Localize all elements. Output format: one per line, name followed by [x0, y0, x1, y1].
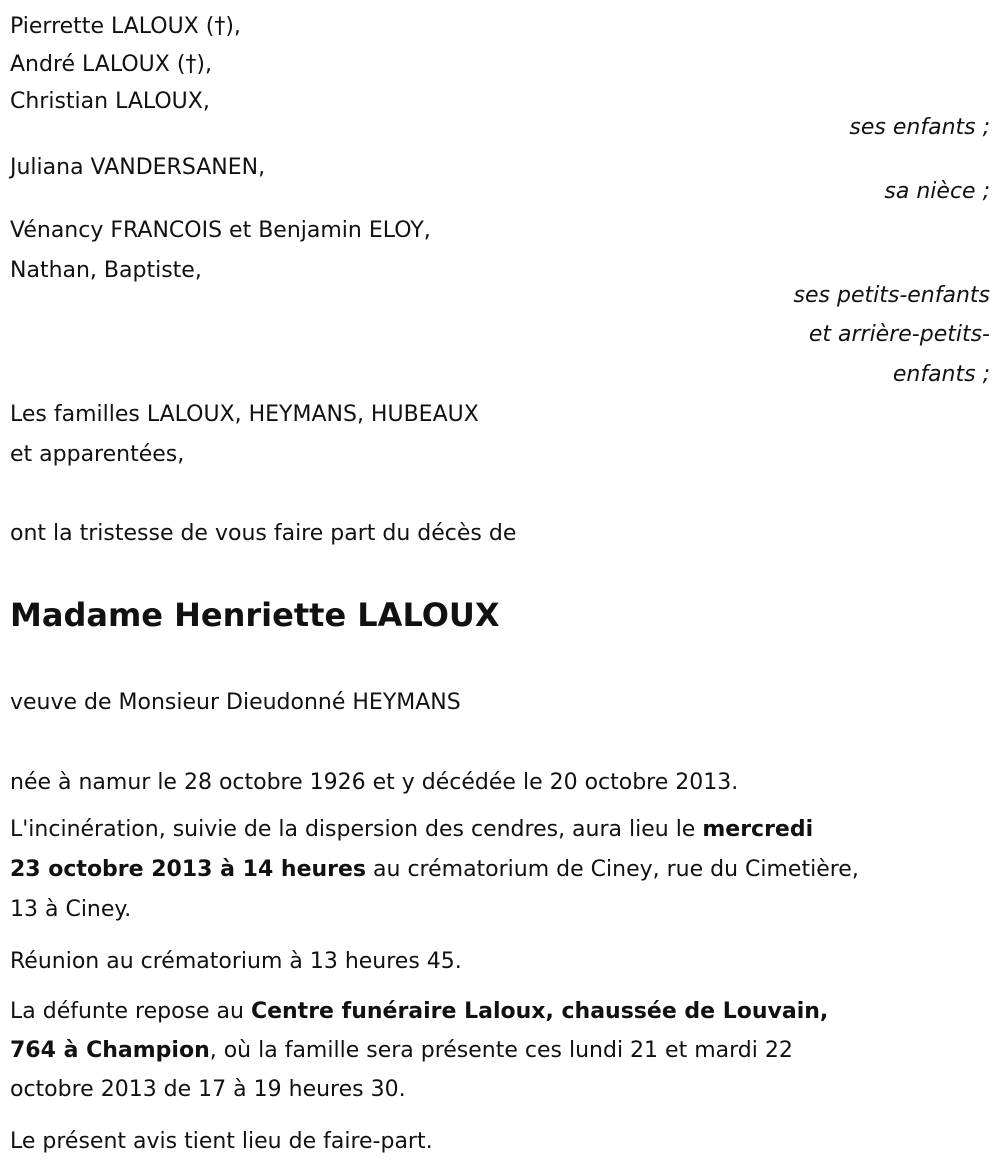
cremation-line	[10, 855, 859, 885]
bold-text: mercredi	[702, 817, 814, 842]
widow-of: veuve de Monsieur Dieudonné HEYMANS	[10, 690, 461, 715]
rest-line: octobre 2013 de 17 à 19 heures 30.	[10, 1077, 406, 1102]
niece-name: Juliana VANDERSANEN,	[10, 155, 266, 180]
rest-line	[10, 997, 828, 1027]
bold-text: 23 octobre 2013 à 14 heures	[10, 857, 367, 882]
child-name: Pierrette LALOUX (†),	[10, 14, 241, 39]
grandchild-names: Nathan, Baptiste,	[10, 258, 202, 283]
bold-text: Centre funéraire Laloux, chaussée de Louvain,	[250, 999, 829, 1024]
text: L'incinération, suivie de la dispersion des cendres, aura lieu le	[10, 817, 703, 842]
families: Les familles LALOUX, HEYMANS, HUBEAUX	[10, 402, 479, 427]
text: au crématorium de Ciney, rue du Cimetière,	[366, 857, 859, 882]
grandchildren-label: enfants ;	[892, 362, 990, 387]
niece-label: sa nièce ;	[884, 179, 990, 204]
rest-line	[10, 1036, 793, 1066]
grandchildren-label: ses petits-enfants	[793, 283, 990, 308]
child-name: Christian LALOUX,	[10, 89, 210, 114]
grandchild-names: Vénancy FRANCOIS et Benjamin ELOY,	[10, 218, 431, 243]
cremation-line: 13 à Ciney.	[10, 897, 132, 922]
birth-death: née à namur le 28 octobre 1926 et y décédée le 20 octobre 2013.	[10, 770, 739, 795]
text: , où la famille sera présente ces lundi 21 et mardi 22	[209, 1038, 793, 1063]
cremation-line	[10, 815, 813, 845]
deceased-name: Madame Henriette LALOUX	[10, 596, 500, 634]
meeting: Réunion au crématorium à 13 heures 45.	[10, 949, 462, 974]
child-name: André LALOUX (†),	[10, 52, 212, 77]
announcement: ont la tristesse de vous faire part du décès de	[10, 521, 517, 546]
bold-text: 764 à Champion	[10, 1038, 210, 1063]
families: et apparentées,	[10, 442, 185, 467]
children-label: ses enfants ;	[849, 115, 990, 140]
text: La défunte repose au	[10, 999, 251, 1024]
grandchildren-label: et arrière-petits-	[808, 322, 990, 347]
closing: Le présent avis tient lieu de faire-part.	[10, 1129, 433, 1154]
